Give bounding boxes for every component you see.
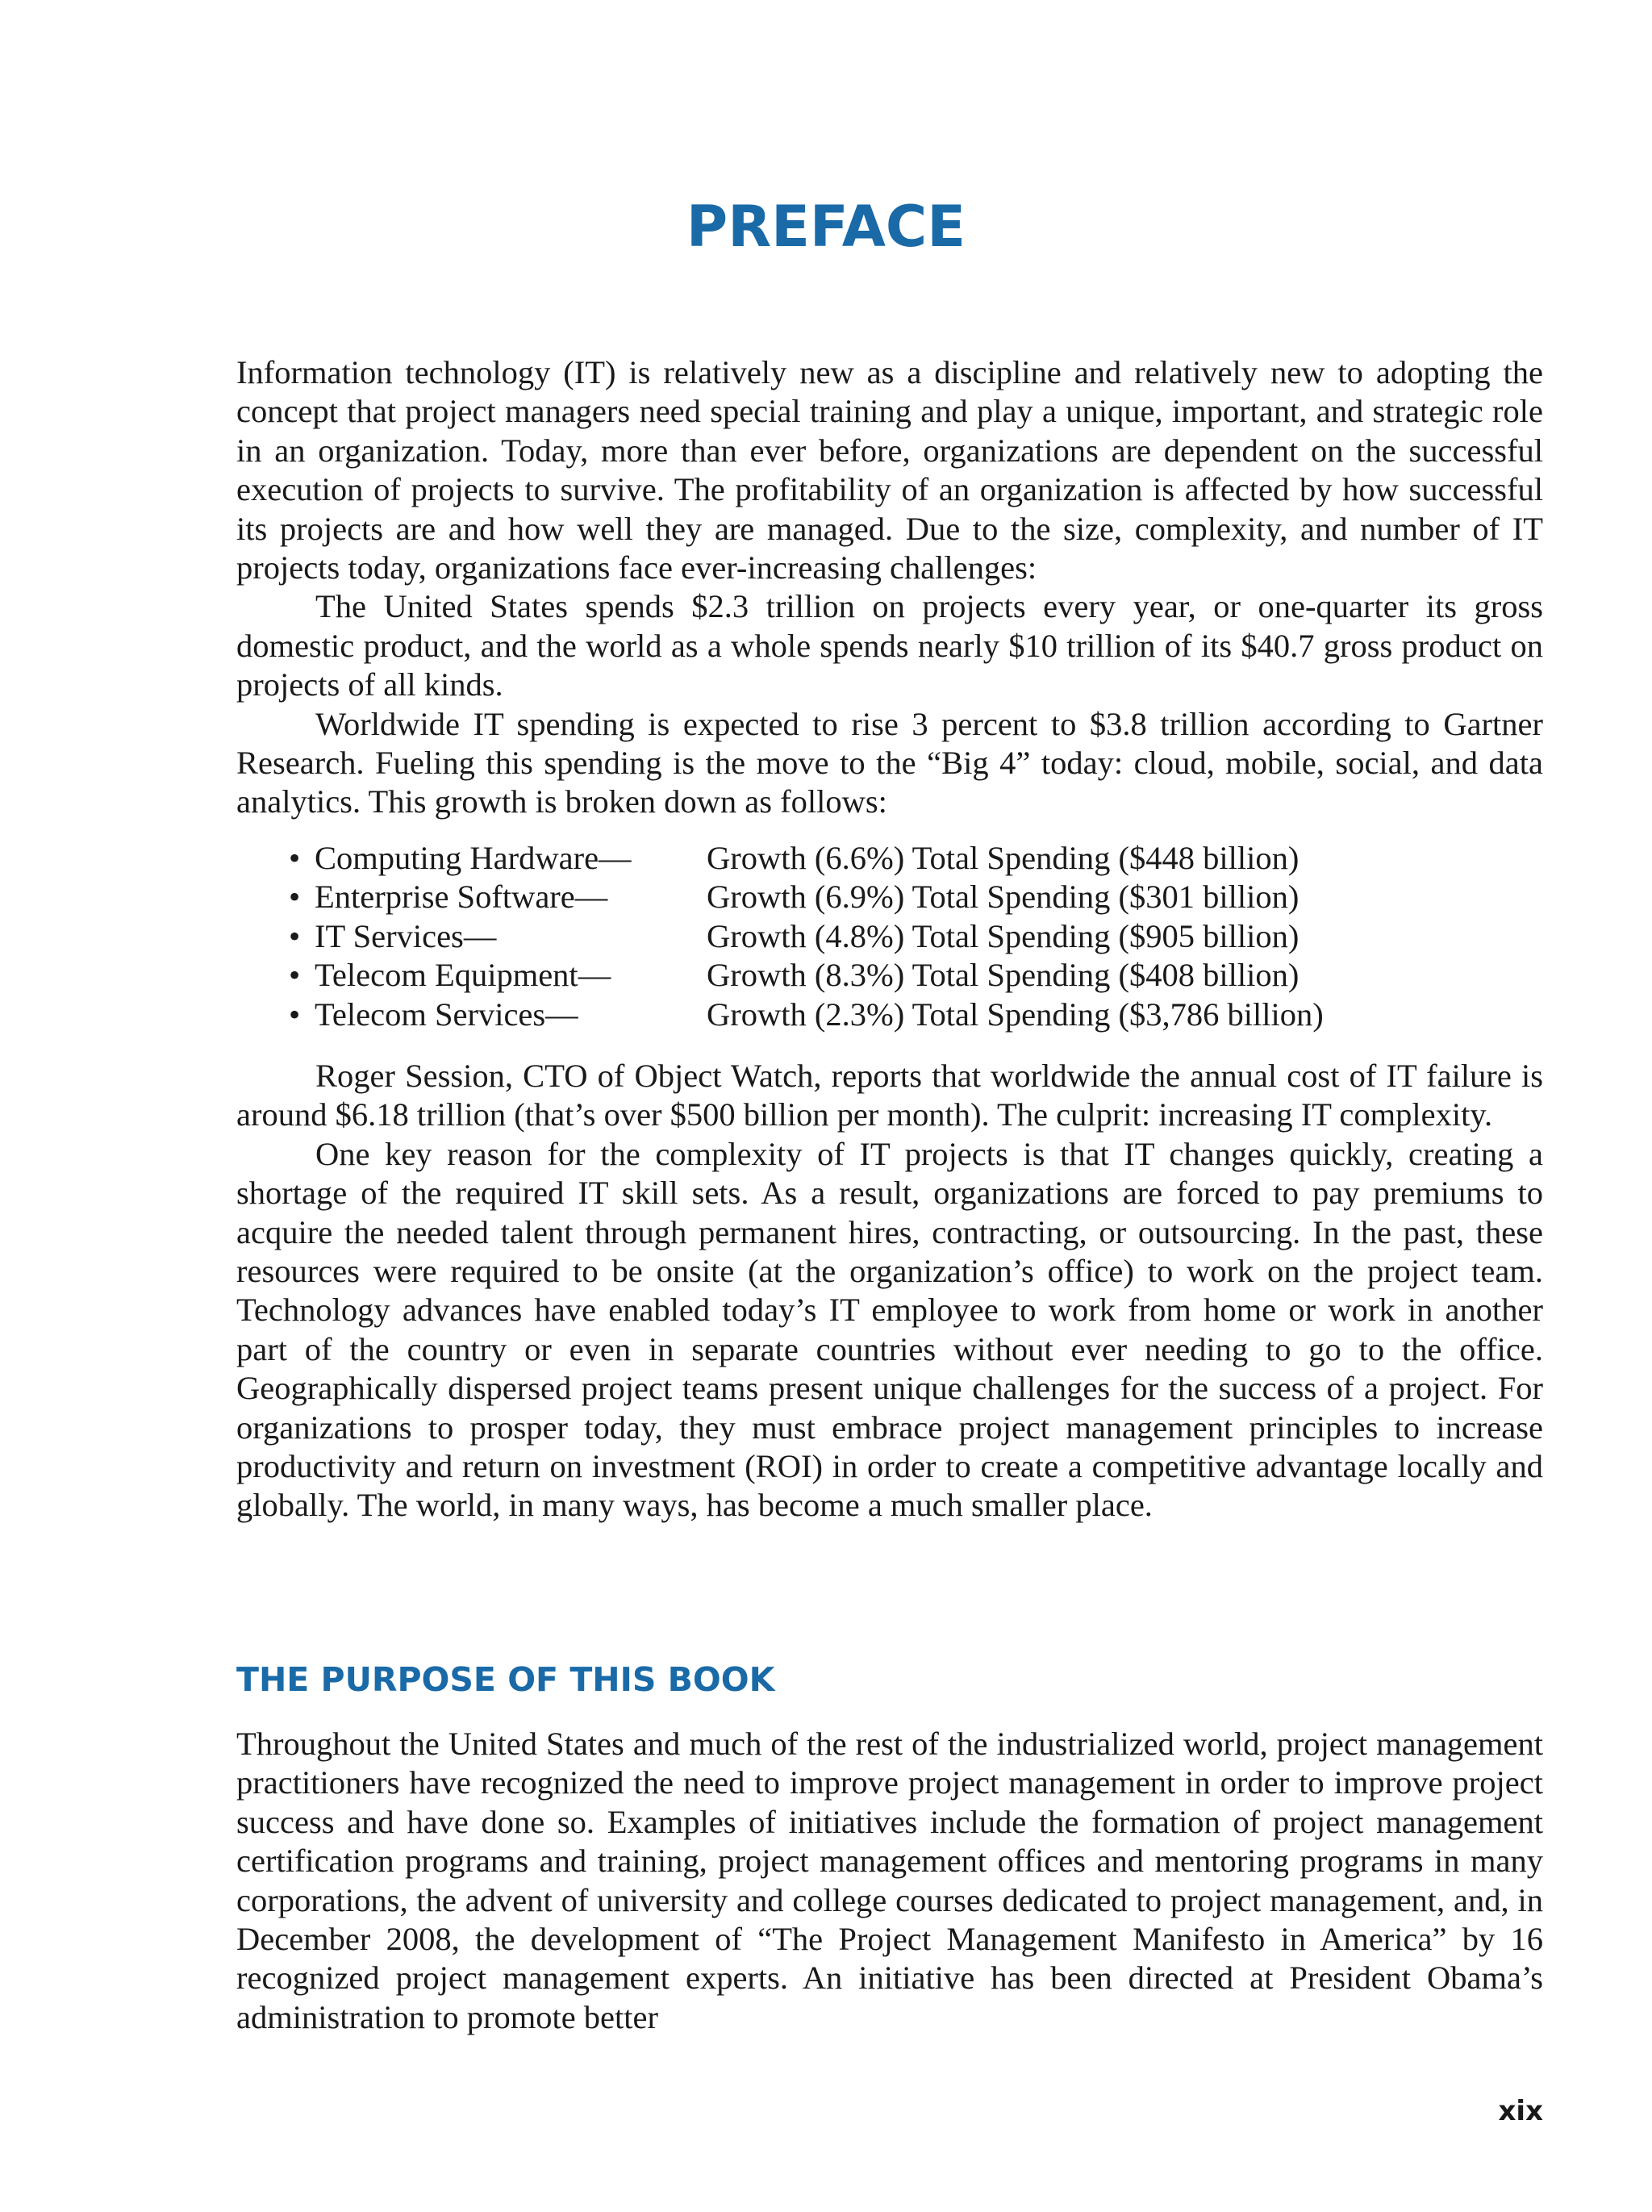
spending-category: IT Services— — [315, 917, 497, 954]
bullet-marker: • — [289, 879, 301, 916]
spending-detail: Growth (6.6%) Total Spending ($448 billion) — [707, 840, 1299, 876]
purpose-paragraph: Throughout the United States and much of the rest of the industrialized world, project management practitioners have recognized the need to improve project management in order to improve project success and have done so. Examples of initiatives include the formation of project management certification programs and training, project management offices and mentoring programs in many corporations, the advent of university and college courses dedicated to project management, and, in December 2008, the development of “The Project Management Manifesto in America” by 16 recognized project management experts. An initiative has been directed at President Obama’s administration to promote better — [236, 1726, 1543, 2035]
intro-paragraph-2: The United States spends $2.3 trillion on projects every year, or one-quarter its gross domestic product, and the world as a whole spends nearly $10 trillion of its $40.7 gross product on projects of all kinds. — [236, 588, 1543, 703]
bullet-marker: • — [289, 995, 301, 1033]
list-item — [289, 956, 1418, 995]
session-paragraph: Roger Session, CTO of Object Watch, reports that worldwide the annual cost of IT failure is around $6.18 trillion (that’s over $500 billion per month). The culprit: increasing IT complexity. — [236, 1058, 1543, 1133]
bullet-marker: • — [289, 917, 301, 954]
purpose-text — [236, 1725, 1543, 2037]
list-item — [289, 878, 1418, 916]
list-item — [289, 995, 1418, 1034]
spending-category: Telecom Services— — [315, 995, 578, 1033]
bullet-marker: • — [289, 957, 301, 994]
bullet-marker: • — [289, 840, 301, 876]
list-item — [289, 917, 1418, 956]
intro-paragraph-3: Worldwide IT spending is expected to rise 3 percent to $3.8 trillion according to Gartner Research. Fueling this spending is the move to the “Big 4” today: cloud, mobile, social, and data analytics. This growth is broken down as follows: — [236, 705, 1543, 820]
list-item — [289, 839, 1418, 878]
intro-paragraph-1: Information technology (IT) is relatively new as a discipline and relatively new to adopting the concept that project managers need special training and play a unique, important, and strategic role in an organization. Today, more than ever before, organizations are dependent on the successful execution of projects to survive. The profitability of an organization is affected by how successful its projects are and how well they are managed. Due to the size, complexity, and number of IT projects today, organizations face ever-increasing challenges: — [236, 354, 1543, 586]
page-title: PREFACE — [686, 194, 966, 260]
page-number: xix — [1498, 2095, 1543, 2127]
complexity-paragraph: One key reason for the complexity of IT projects is that IT changes quickly, creating a shortage of the required IT skill sets. As a result, organizations are forced to pay premiums to acquire the needed talent through permanent hires, contracting, or outsourcing. In the past, these resources were required to be onsite (at the organization’s office) to work on the project team. Technology advances have enabled today’s IT employee to work from home or work in another part of the country or even in separate countries without ever needing to go to the office. Geographically dispersed project teams present unique challenges for the success of a project. For organizations to prosper today, they must embrace project management principles to increase productivity and return on investment (ROI) in order to create a competitive advantage locally and globally. The world, in many ways, has become a much smaller place. — [236, 1135, 1543, 1524]
section-heading: THE PURPOSE OF THIS BOOK — [236, 1660, 775, 1699]
intro-text — [236, 353, 1543, 822]
spending-list — [289, 839, 1418, 1034]
after-list-text — [236, 1057, 1543, 1525]
spending-detail: Growth (6.9%) Total Spending ($301 billion) — [707, 879, 1299, 916]
spending-detail: Growth (4.8%) Total Spending ($905 billion) — [707, 917, 1299, 954]
spending-detail: Growth (8.3%) Total Spending ($408 billion) — [707, 957, 1299, 994]
spending-detail: Growth (2.3%) Total Spending ($3,786 billion) — [707, 995, 1324, 1033]
spending-category: Enterprise Software— — [315, 879, 608, 916]
spending-category: Computing Hardware— — [315, 840, 632, 876]
spending-category: Telecom Equipment— — [315, 957, 611, 994]
